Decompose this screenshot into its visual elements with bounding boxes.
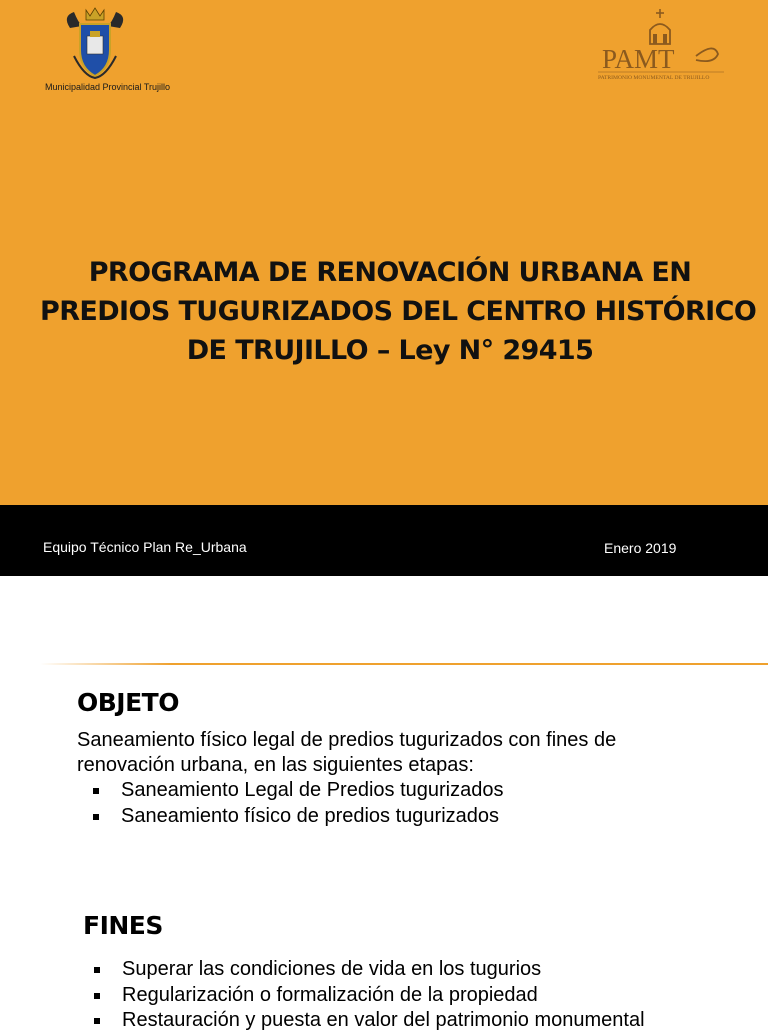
list-item: Saneamiento físico de predios tugurizados [77, 804, 503, 830]
coat-of-arms-logo [60, 6, 130, 82]
cover-footer [0, 505, 768, 576]
title-line: PREDIOS TUGURIZADOS DEL CENTRO HISTÓRICO [40, 296, 757, 327]
fines-heading: FINES [83, 911, 163, 940]
list-item: Regularización o formalización de la propiedad [78, 983, 645, 1009]
fines-list [78, 957, 645, 1034]
page-title [40, 253, 757, 370]
list-item: Saneamiento Legal de Predios tugurizados [77, 778, 503, 804]
list-item: Restauración y puesta en valor del patrimonio monumental [78, 1008, 645, 1034]
date-label: Enero 2019 [604, 540, 677, 556]
municipality-caption: Municipalidad Provincial Trujillo [45, 82, 171, 92]
objeto-text: Saneamiento físico legal de predios tugurizados con fines de renovación urbana, en las siguientes etapas: [77, 729, 617, 776]
objeto-heading: OBJETO [77, 688, 179, 717]
pamt-logo [596, 4, 726, 82]
team-label: Equipo Técnico Plan Re_Urbana [43, 539, 247, 555]
pamt-subtitle: PATRIMONIO MONUMENTAL DE TRUJILLO [598, 75, 710, 81]
title-line: PROGRAMA DE RENOVACIÓN URBANA EN [88, 257, 692, 288]
section-divider [40, 663, 768, 665]
pamt-wordmark: PAMT [602, 44, 675, 74]
cover-slide [0, 0, 768, 505]
objeto-list [77, 778, 503, 829]
list-item: Superar las condiciones de vida en los tugurios [78, 957, 645, 983]
title-line: DE TRUJILLO – Ley N° 29415 [186, 335, 594, 366]
